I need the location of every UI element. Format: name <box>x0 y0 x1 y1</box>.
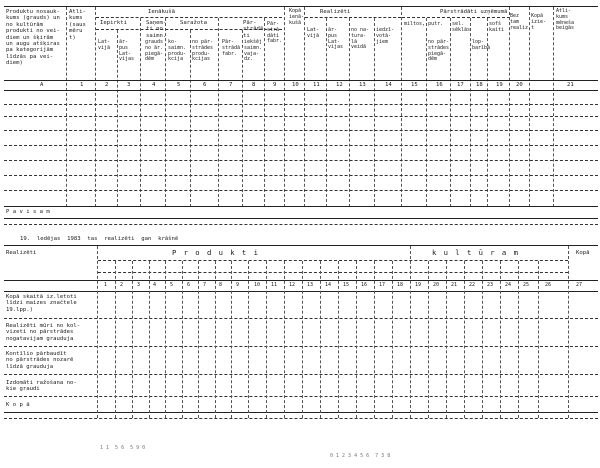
col-num: 18 <box>397 282 404 288</box>
col-sep <box>264 18 265 207</box>
row-label-total: K o p ā <box>6 402 30 408</box>
col-21-header: Atli- kums mēneša beigās <box>556 8 575 32</box>
col-sep <box>149 261 150 418</box>
col-sep <box>97 246 98 418</box>
col-sep <box>266 261 267 418</box>
col-sep <box>66 7 67 207</box>
col-sep <box>117 30 118 207</box>
col-sep <box>568 246 569 418</box>
total-label: P a v i s a m <box>6 209 50 215</box>
col-sep <box>500 261 501 418</box>
col-num: 20 <box>516 82 523 88</box>
numbers-bottom-rule <box>4 90 598 91</box>
col-num: 5 <box>170 282 174 288</box>
col-sep <box>538 261 539 418</box>
section-2-title: 19. ledējas 1983 tas realizēti gan krāšnē <box>20 236 179 242</box>
products-group-header: P r o d u k t i <box>172 248 260 257</box>
section-2-double-rule <box>4 418 598 419</box>
col-sep <box>426 18 427 207</box>
col-sep <box>165 18 166 207</box>
col-sep <box>284 261 285 418</box>
processed-internal: iekšēj saimn. vaja- dz. <box>244 39 263 63</box>
processed-factory: Pār- strādā fabr. <box>222 39 241 57</box>
col-num: 7 <box>203 282 207 288</box>
col-num: 16 <box>436 82 443 88</box>
col-sep <box>487 18 488 207</box>
col-sep <box>356 261 357 418</box>
processed-subheader: Pār- strādā- ti <box>243 20 267 39</box>
col-sep <box>218 18 219 207</box>
row-line <box>4 175 598 176</box>
row-label-2: Realizēti mūri no kol- vizeti no pārstrādes nogatavijam grauduja <box>6 323 81 342</box>
col-num: 21 <box>567 82 574 88</box>
col-num: 15 <box>343 282 350 288</box>
sold-group-rule <box>305 17 401 18</box>
col-sep <box>446 261 447 418</box>
row-line <box>4 160 598 161</box>
received-detail: grauds no ār. piegā- dēm <box>145 39 164 63</box>
sold-residents: iedzī- votā- jiem <box>376 27 395 45</box>
purchased-latvia: Lat- vijā <box>98 39 111 51</box>
col-num: 2 <box>105 82 109 88</box>
col-sep <box>450 18 451 207</box>
col-num: 10 <box>292 82 299 88</box>
purchased-subheader: Iepirkti <box>100 20 127 26</box>
col-sep <box>529 7 530 207</box>
row-line <box>4 145 598 146</box>
col-sep <box>374 261 375 418</box>
col-num: 19 <box>496 82 503 88</box>
col-num: 27 <box>576 282 583 288</box>
col-sep <box>338 261 339 418</box>
row-label-3: Kontīlio pārbaudīt no pārstrādes nozarē līdzā grauduja <box>6 351 74 370</box>
col-num: 11 <box>271 282 278 288</box>
footer-code-left: 1 1 5 6 5 9 0 <box>100 445 146 451</box>
col-10-header: Kopā ienā- kušā <box>289 8 305 26</box>
col-sep <box>470 18 471 207</box>
col-num: 4 <box>152 82 156 88</box>
col-sep <box>482 261 483 418</box>
incoming-group-rule <box>96 17 282 18</box>
col-num: 9 <box>273 82 277 88</box>
row-label-4: Izdomāti ražošana no- kie graudi <box>6 380 77 393</box>
produced-own: ko- saimn. produ- kcija <box>168 39 187 63</box>
col-num: 13 <box>307 282 314 288</box>
total-column-header: Kopā <box>576 250 590 256</box>
header-bottom-rule <box>4 80 598 81</box>
col-sep <box>349 18 350 207</box>
col-sep <box>392 261 393 418</box>
col-num: 3 <box>137 282 141 288</box>
col-num: 7 <box>229 82 233 88</box>
row-line <box>4 130 598 131</box>
row-label-1: Kopā skaitā iz.letoti līdzi maizes značtele 19.lpp.) <box>6 294 77 313</box>
col-sep <box>248 261 249 418</box>
col-sep <box>509 7 510 207</box>
col-sep <box>410 246 411 418</box>
row-line <box>4 374 598 375</box>
col-19-header: Bez tam realiz. <box>510 13 532 31</box>
col-num: 20 <box>433 282 440 288</box>
opening-balance-header: Atli- kums (saus mēru t) <box>69 9 86 41</box>
section-2-sub-rule <box>98 272 568 273</box>
col-9-header: Pār- strā- dāti fabr. <box>267 21 283 45</box>
col-num: 17 <box>379 282 386 288</box>
incoming-group-header: Ienākušā <box>148 9 175 15</box>
col-num: 23 <box>487 282 494 288</box>
col-sep <box>284 7 285 207</box>
col-sep <box>242 30 243 207</box>
col-num: 4 <box>153 282 157 288</box>
col-num: A <box>40 82 44 88</box>
col-num: 8 <box>252 82 256 88</box>
cultures-group-header: k u l t ū r a m <box>432 248 520 257</box>
col-sep <box>320 261 321 418</box>
col-sep <box>326 18 327 207</box>
col-sep <box>165 261 166 418</box>
col-num: 8 <box>219 282 223 288</box>
col-sep <box>304 7 305 207</box>
col-num: 10 <box>254 282 261 288</box>
row-line <box>4 116 598 117</box>
col-sep <box>231 261 232 418</box>
col-num: 9 <box>236 282 240 288</box>
purchased-abroad: ār- pus Lat- vijas <box>119 39 135 63</box>
col-num: 12 <box>336 82 343 88</box>
col-sep <box>428 261 429 418</box>
col-sep <box>464 261 465 418</box>
col-num: 19 <box>415 282 422 288</box>
section-2-header-bottom <box>4 280 598 281</box>
row-line <box>4 104 598 105</box>
processed-seeds: sel. sēklās <box>452 21 471 33</box>
footer-code-middle: 0 1 2 3 4 5 6 7 3 8 <box>330 453 391 459</box>
processed-enterprise-rule <box>402 17 510 18</box>
sold-group-header: Realizēti <box>320 9 351 15</box>
col-sep <box>132 261 133 418</box>
row-line <box>4 190 598 191</box>
description-column-header: Produktu nosauk- kums (grauds) un no kultūrām produkti no vei- diem un šķirām un augu atšķiras pa kategorijām līdzās pa vei- diem) <box>6 9 60 67</box>
processed-fodder: lop- barībā <box>472 39 491 51</box>
col-sep <box>374 18 375 207</box>
processed-from-deliveries: no pār- strādes piegā- dēm <box>428 39 450 63</box>
processed-flour: miltos, putr. <box>404 21 444 27</box>
row-line <box>4 318 598 319</box>
col-sep <box>302 261 303 418</box>
col-num: 26 <box>545 282 552 288</box>
section-2-numbers-rule <box>4 291 598 292</box>
col-num: 24 <box>505 282 512 288</box>
processed-enterprise-header: Pārstrādāti uzņēmumā <box>440 9 508 15</box>
col-num: 14 <box>385 82 392 88</box>
col-sep <box>182 261 183 418</box>
section-2-sub-rule <box>98 260 568 261</box>
col-num: 5 <box>177 82 181 88</box>
col-num: 21 <box>451 282 458 288</box>
col-num: 11 <box>313 82 320 88</box>
col-20-header: Kopā izie- t <box>531 13 547 31</box>
col-num: 22 <box>469 282 476 288</box>
col-num: 1 <box>80 82 84 88</box>
processed-other: sofš kaiti <box>489 21 505 33</box>
col-num: 13 <box>359 82 366 88</box>
sold-natural: no na- tura- lā veidā <box>351 27 370 51</box>
total-top-rule <box>4 206 598 207</box>
sold-column-header: Realizēti <box>6 250 37 256</box>
row-line <box>4 396 598 397</box>
col-num: 6 <box>203 82 207 88</box>
col-sep <box>553 7 554 207</box>
section-2-bottom-rule <box>4 412 598 413</box>
col-num: 3 <box>127 82 131 88</box>
col-sep <box>95 7 96 207</box>
col-sep <box>140 18 141 207</box>
col-sep <box>215 261 216 418</box>
col-num: 12 <box>289 282 296 288</box>
section-2-top-rule <box>4 245 598 246</box>
row-line <box>4 346 598 347</box>
col-sep <box>198 261 199 418</box>
sold-latvia: Lat- vijā <box>307 27 320 39</box>
col-sep <box>115 261 116 418</box>
incoming-sub-rule <box>96 29 282 30</box>
total-double-rule <box>4 224 598 225</box>
total-bottom-rule <box>4 218 598 219</box>
col-num: 18 <box>476 82 483 88</box>
col-num: 1 <box>104 282 108 288</box>
col-sep <box>401 7 402 207</box>
col-num: 6 <box>187 282 191 288</box>
received-subheader: Saņem- ti no saimn. <box>146 20 167 39</box>
col-sep <box>190 30 191 207</box>
col-num: 16 <box>361 282 368 288</box>
col-num: 15 <box>411 82 418 88</box>
sold-abroad: ār- pus Lat- vijas <box>328 27 344 51</box>
col-num: 14 <box>325 282 332 288</box>
col-sep <box>518 261 519 418</box>
produced-from-processing: no pār- strādes produ- kcijas <box>192 39 214 63</box>
produced-subheader: Saražota <box>180 20 207 26</box>
col-num: 2 <box>120 282 124 288</box>
col-num: 17 <box>457 82 464 88</box>
col-num: 25 <box>523 282 530 288</box>
